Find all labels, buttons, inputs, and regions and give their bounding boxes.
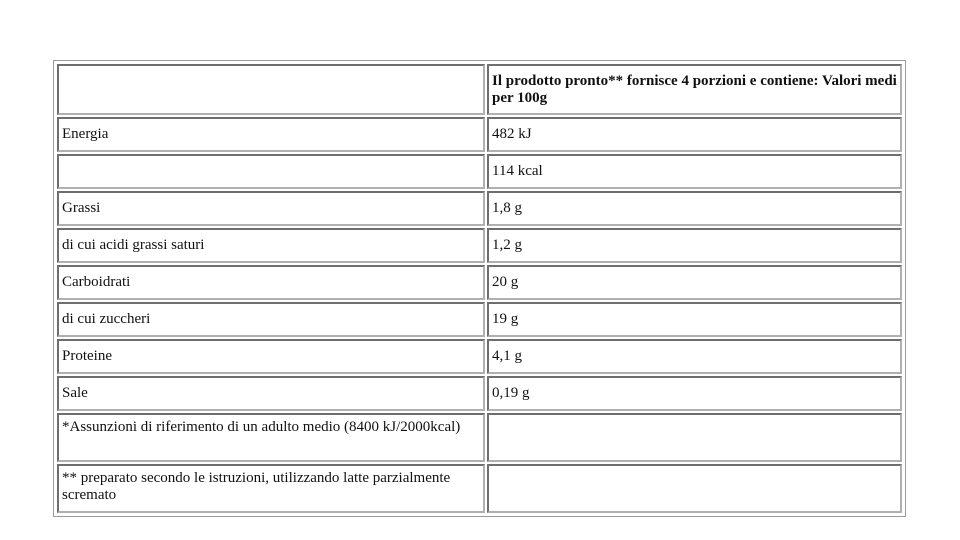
header-label-cell <box>57 64 485 115</box>
table-row-carboidrati <box>57 265 902 300</box>
header-value-cell: Il prodotto pronto** fornisce 4 porzioni e contiene: Valori medi per 100g <box>487 64 902 115</box>
nutrient-label: Proteine <box>57 339 485 374</box>
nutrient-label: di cui acidi grassi saturi <box>57 228 485 263</box>
nutrient-label: Sale <box>57 376 485 411</box>
table-row-grassi-saturi <box>57 228 902 263</box>
nutrient-value: 19 g <box>487 302 902 337</box>
table-row-note-preparation <box>57 464 902 513</box>
nutrient-value: 20 g <box>487 265 902 300</box>
nutrient-value: 4,1 g <box>487 339 902 374</box>
nutrient-value: 1,8 g <box>487 191 902 226</box>
nutrient-label: Energia <box>57 117 485 152</box>
footnote-empty-cell <box>487 464 902 513</box>
nutrient-label: di cui zuccheri <box>57 302 485 337</box>
table-row-energia-kcal <box>57 154 902 189</box>
nutrition-table <box>55 62 904 515</box>
nutrient-label: Grassi <box>57 191 485 226</box>
table-header-row <box>57 64 902 115</box>
nutrient-value: 114 kcal <box>487 154 902 189</box>
nutrient-label: Carboidrati <box>57 265 485 300</box>
table-row-grassi <box>57 191 902 226</box>
table-row-energia-kj <box>57 117 902 152</box>
nutrient-value: 1,2 g <box>487 228 902 263</box>
table-row-note-reference-intake <box>57 413 902 462</box>
footnote-empty-cell <box>487 413 902 462</box>
nutrient-label <box>57 154 485 189</box>
table-row-proteine <box>57 339 902 374</box>
nutrient-value: 0,19 g <box>487 376 902 411</box>
footnote-text: ** preparato secondo le istruzioni, utilizzando latte parzialmente scremato <box>57 464 485 513</box>
footnote-text: *Assunzioni di riferimento di un adulto medio (8400 kJ/2000kcal) <box>57 413 485 462</box>
table-row-zuccheri <box>57 302 902 337</box>
nutrition-table-container <box>53 60 906 517</box>
nutrient-value: 482 kJ <box>487 117 902 152</box>
table-row-sale <box>57 376 902 411</box>
